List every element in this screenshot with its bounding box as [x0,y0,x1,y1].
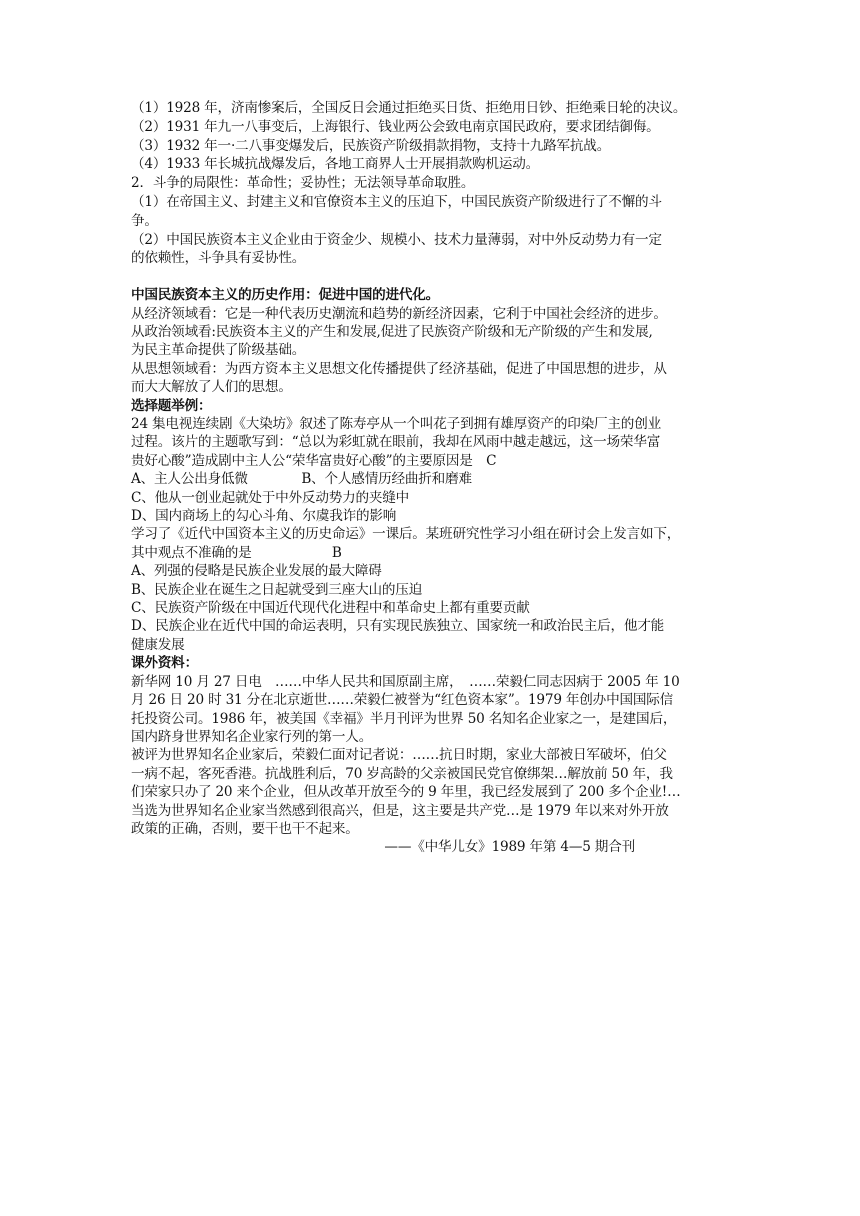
section-heading: 中国民族资本主义的历史作用：促进中国的进代化。 [131,287,440,304]
answer-option: A、列强的侵略是民族企业发展的最大障碍 [131,563,382,580]
document-body [131,99,731,857]
text-line: 月 26 日 20 时 31 分在北京逝世……荣毅仁被誉为“红色资本家”。1979 年创办中国国际信 [131,692,674,709]
text-line: 托投资公司。1986 年，被美国《幸福》半月刊评为世界 50 名知名企业家之一，是建国后， [131,710,677,727]
text-line: 为民主革命提供了阶级基础。 [131,342,306,359]
text-line: （2）1931 年九一八事变后，上海银行、钱业两公会致电南京国民政府，要求团结御侮。 [131,118,660,135]
text-line: 当选为世界知名企业家当然感到很高兴，但是，这主要是共产党…是 1979 年以来对外开放 [131,802,669,819]
text-line: （2）中国民族资本主义企业由于资金少、规模小、技术力量薄弱，对中外反动势力有一定 [131,231,662,248]
extra-materials-section [131,654,731,856]
text-line: 2．斗争的局限性：革命性；妥协性；无法领导革命取胜。 [131,175,475,192]
text-line: 争。 [131,212,158,229]
blank-line [131,268,731,286]
text-line: 24 集电视连续剧《大染坊》叙述了陈寿亭从一个叫花子到拥有雄厚资产的印染厂主的创业 [131,416,661,433]
text-line: 被评为世界知名企业家后，荣毅仁面对记者说：……抗日时期，家业大部被日军破坏，伯父 [131,747,667,764]
text-line: 而大大解放了人们的思想。 [131,379,292,396]
answer-option: D、民族企业在近代中国的命运表明，只有实现民族独立、国家统一和政治民主后，他才能 [131,618,665,635]
answer-option: C、民族资产阶级在中国近代现代化进程中和革命史上都有重要贡献 [131,600,530,617]
text-line: 学习了《近代中国资本主义的历史命运》一课后。某班研究性学习小组在研讨会上发言如下， [131,526,681,543]
choice-questions-section [131,397,731,655]
text-line: （4）1933 年长城抗战爆发后，各地工商界人士开展捐款购机运动。 [131,156,539,173]
answer-option: C、他从一创业起就处于中外反动势力的夹缝中 [131,489,410,506]
text-line: 一病不起，客死香港。抗战胜利后，70 岁高龄的父亲被国民党官僚绑架…解放前 50 年，我 [131,765,673,782]
text-line: 健康发展 [131,636,185,653]
text-line: 的依赖性，斗争具有妥协性。 [131,250,306,267]
text-line: 从经济领域看：它是一种代表历史潮流和趋势的新经济因素，它利于中国社会经济的进步。 [131,305,667,322]
answer-option: A、主人公出身低微 B、个人感情历经曲折和磨难 [131,471,472,488]
section-heading: 课外资料： [131,655,198,672]
text-line: 其中观点不准确的是 B [131,544,342,561]
answer-option: D、国内商场上的勾心斗角、尔虞我诈的影响 [131,508,397,525]
section-heading: 选择题举例： [131,397,212,414]
text-line: 从政治领域看:民族资本主义的产生和发展,促进了民族资产阶级和无产阶级的产生和发展, [131,323,653,340]
text-line: 贵好心酸”造成剧中主人公“荣华富贵好心酸”的主要原因是 C [131,452,497,469]
text-line: （3）1932 年一·二八事变爆发后，民族资产阶级捐款捐物，支持十九路军抗战。 [131,137,611,154]
answer-option: B、民族企业在诞生之日起就受到三座大山的压迫 [131,581,423,598]
text-line: （1）在帝国主义、封建主义和官僚资本主义的压迫下，中国民族资产阶级进行了不懈的斗 [131,193,662,210]
source-citation: ——《中华儿女》1989 年第 4—5 期合刊 [384,839,635,856]
text-line: 从思想领域看：为西方资本主义思想文化传播提供了经济基础，促进了中国思想的进步，从 [131,360,667,377]
historical-role-section [131,286,731,396]
text-line: 国内跻身世界知名企业家行列的第一人。 [131,728,373,745]
text-line: （1）1928 年，济南惨案后，全国反日会通过拒绝买日货、拒绝用日钞、拒绝乘日轮的决议。 [131,100,687,116]
text-line: 们荣家只办了 20 来个企业，但从改革开放至今的 9 年里，我已经发展到了 200 多个企业!… [131,784,681,801]
text-line: 新华网 10 月 27 日电 ……中华人民共和国原副主席， ……荣毅仁同志因病于 2005 年 10 [131,673,680,690]
text-line: 政策的正确，否则，要干也干不起来。 [131,820,359,837]
text-line: 过程。该片的主题歌写到：“总以为彩虹就在眼前，我却在风雨中越走越远，这一场荣华富 [131,434,661,451]
struggle-section [131,99,731,268]
